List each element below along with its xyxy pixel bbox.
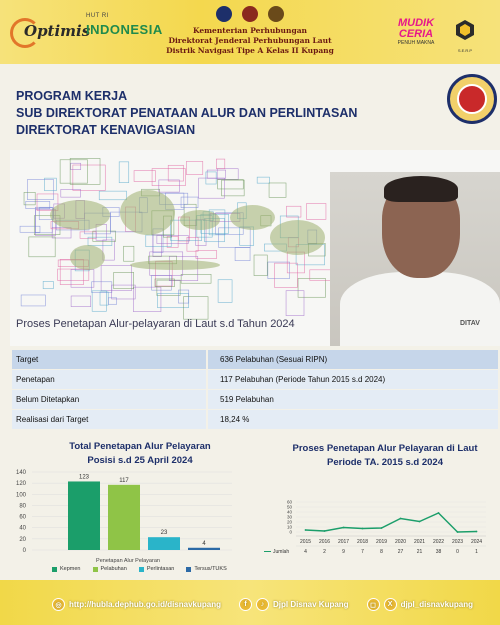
map-island: [120, 190, 175, 235]
table-row: [12, 410, 498, 429]
footer-facebook-link[interactable]: Djpl Disnav Kupang: [273, 600, 349, 609]
map-grid-box: [187, 237, 198, 251]
line-series-jumlah: [306, 513, 477, 532]
table-row: [12, 390, 498, 409]
header-line-3: Distrik Navigasi Tipe A Kelas II Kupang: [166, 46, 334, 55]
bar-value-label: 123: [78, 474, 90, 481]
bar-chart-y-tick: 80: [19, 503, 26, 510]
map-grid-box: [71, 163, 81, 169]
title-line-1: PROGRAM KERJA: [16, 89, 128, 103]
legend-swatch: [52, 567, 57, 572]
bar-chart-legend: [52, 566, 227, 572]
map-grid-box: [181, 274, 211, 283]
map-grid-box: [186, 161, 202, 174]
footer-instagram-link[interactable]: djpl_disnavkupang: [400, 600, 474, 609]
page-title: [16, 88, 357, 139]
line-point: [438, 512, 440, 514]
bar-chart-x-label: Penetapan Alur Pelayaran: [96, 558, 160, 564]
line-chart-title-line: Proses Penetapan Alur Pelayaran di Laut: [292, 443, 478, 454]
line-chart-data-value: 27: [397, 549, 404, 555]
bar-value-label: 23: [160, 530, 168, 537]
map-island: [50, 200, 110, 230]
bar-chart-y-tick: 60: [19, 514, 26, 521]
map-grid-box: [73, 165, 105, 190]
line-chart-data-value: 1: [475, 549, 478, 555]
table-cell-value: 117 Pelabuhan (Periode Tahun 2015 s.d 2024): [208, 370, 498, 389]
bar-chart-y-tick: 40: [19, 525, 26, 532]
title-line-3: DIREKTORAT KENAVIGASIAN: [16, 123, 196, 137]
line-chart-data-value: 2: [323, 549, 326, 555]
map-grid-box: [152, 275, 172, 290]
line-point: [362, 528, 364, 530]
line-chart-x-tick: 2016: [318, 539, 331, 545]
line-chart-data-value: 0: [456, 549, 459, 555]
x-icon: X: [384, 598, 397, 611]
legend-item: [52, 566, 81, 572]
presenter-video: [330, 172, 500, 346]
legend-label: Kepmen: [60, 566, 81, 572]
facebook-icon: f: [239, 598, 252, 611]
header-institution: [150, 26, 350, 56]
line-chart-y-tick: 50: [286, 504, 292, 510]
tiktok-icon: ♪: [256, 598, 269, 611]
legend-item: [186, 566, 226, 572]
map-grid-box: [275, 263, 298, 287]
title-line-2: SUB DIREKTORAT PENATAAN ALUR DAN PERLINTASAN: [16, 106, 358, 120]
bar-chart-y-tick: 20: [19, 536, 26, 543]
map-grid-box: [119, 162, 129, 183]
map-grid-box: [45, 178, 57, 191]
bar-chart-y-tick: 120: [15, 481, 26, 488]
map-grid-box: [99, 191, 126, 200]
footer-url-link[interactable]: http://hubla.dephub.go.id/disnavkupang: [69, 600, 221, 609]
map-grid-box: [43, 281, 53, 288]
optimis-logo-text: Optimis: [24, 22, 91, 40]
instagram-icon: ◻: [367, 598, 380, 611]
map-grid-box: [29, 237, 55, 257]
bar-tersus-tuks: [188, 548, 220, 550]
table-cell-value: 18,24 %: [208, 410, 498, 429]
bar-perlintasan: [148, 537, 180, 550]
table-cell-label: Belum Ditetapkan: [12, 390, 206, 409]
map-grid-box: [159, 180, 180, 192]
line-chart-x-tick: 2015: [299, 539, 312, 545]
map-grid-box: [298, 278, 325, 297]
line-chart-data-value: 21: [416, 549, 423, 555]
legend-swatch: [139, 567, 144, 572]
bar-chart-y-tick: 140: [15, 470, 26, 476]
line-point: [476, 531, 478, 533]
mudik-logo-text: MUDIK CERIA: [397, 17, 435, 40]
map-grid-box: [286, 206, 300, 217]
indonesia-logo-small: HUT RI: [86, 13, 109, 19]
table-cell-label: Realisasi dari Target: [12, 410, 206, 429]
map-grid-box: [286, 291, 304, 316]
map-grid-box: [257, 177, 269, 183]
map-island: [230, 205, 275, 230]
line-chart-x-tick: 2019: [375, 539, 388, 545]
line-chart-x-tick: 2023: [451, 539, 464, 545]
footer-contacts: [52, 598, 473, 611]
map-grid-box: [268, 262, 290, 279]
legend-label: Perlintasan: [146, 566, 175, 572]
indonesia-map-image: [10, 150, 340, 320]
line-chart-subtitle: Periode TA. 2015 s.d 2024: [327, 457, 443, 468]
map-grid-box: [92, 291, 106, 311]
line-chart-x-tick: 2020: [394, 539, 407, 545]
map-grid-box: [307, 203, 326, 219]
bar-chart-title: [40, 440, 240, 468]
presentation-panel: [10, 150, 500, 346]
table-row: [12, 370, 498, 389]
table-cell-label: Penetapan: [12, 370, 206, 389]
legend-swatch: [93, 567, 98, 572]
mudik-ceria-logo: [394, 18, 438, 48]
bar-pelabuhan: [108, 485, 140, 550]
line-chart-x-tick: 2017: [337, 539, 350, 545]
map-grid-box: [222, 180, 245, 196]
header-line-1: Kementerian Perhubungan: [192, 26, 308, 35]
line-chart-data-value: 9: [342, 549, 345, 555]
map-grid-box: [71, 296, 91, 307]
map-island: [130, 260, 220, 270]
web-icon: ◎: [52, 598, 65, 611]
line-chart-data-value: 8: [380, 549, 383, 555]
line-legend-label: Jumlah: [273, 549, 290, 555]
map-grid-box: [199, 178, 225, 198]
line-chart-y-tick: 0: [289, 529, 292, 535]
line-point: [381, 527, 383, 529]
map-grid-box: [167, 237, 178, 248]
map-island: [180, 210, 220, 230]
table-cell-value: 636 Pelabuhan (Sesuai RIPN): [208, 350, 498, 369]
footer-bar: [0, 580, 500, 625]
map-grid-box: [196, 251, 217, 259]
legend-item: [93, 566, 127, 572]
map-island: [70, 245, 105, 270]
legend-label: Pelabuhan: [100, 566, 127, 572]
line-chart-y-tick: 40: [286, 509, 292, 515]
map-grid-box: [269, 183, 286, 197]
map-grid-box: [152, 169, 185, 186]
map-grid-box: [216, 159, 224, 169]
line-point: [305, 529, 307, 531]
indonesia-logo-text: INDONESIA: [86, 22, 163, 37]
line-chart-data-value: 38: [435, 549, 442, 555]
summary-table: [12, 350, 498, 430]
line-chart: [262, 496, 498, 560]
kenavigasian-badge-logo: [447, 74, 497, 124]
map-grid-box: [254, 255, 267, 276]
legend-swatch: [186, 567, 191, 572]
line-chart-data-value: 4: [304, 549, 307, 555]
bar-value-label: 117: [119, 477, 129, 484]
bar-chart-subtitle: Posisi s.d 25 April 2024: [87, 455, 193, 466]
map-grid-box: [235, 247, 250, 260]
map-grid-box: [114, 272, 134, 288]
bar-chart: [4, 466, 240, 566]
line-chart-x-tick: 2021: [413, 539, 426, 545]
bee-logo: [452, 18, 478, 53]
table-cell-value: 519 Pelabuhan: [208, 390, 498, 409]
ministry-emblem-icon: [216, 6, 232, 22]
line-chart-y-tick: 30: [286, 514, 292, 520]
map-grid-box: [101, 265, 131, 290]
line-point: [419, 521, 421, 523]
line-point: [457, 531, 459, 533]
header-line-2: Direktorat Jenderal Perhubungan Laut: [168, 36, 332, 45]
optimis-logo: [10, 18, 91, 48]
legend-label: Tersus/TUKS: [194, 566, 227, 572]
map-island: [270, 220, 325, 255]
line-chart-y-tick: 10: [286, 524, 292, 530]
map-grid-box: [27, 180, 53, 200]
line-chart-y-tick: 20: [286, 519, 292, 525]
bar-chart-y-tick: 0: [22, 548, 26, 554]
line-point: [324, 530, 326, 532]
bar-value-label: 4: [202, 540, 206, 547]
line-chart-data-value: 7: [361, 549, 364, 555]
disnav-emblem-icon: [268, 6, 284, 22]
bee-logo-text: S.E.R.P: [457, 48, 473, 53]
map-grid-box: [35, 207, 52, 233]
map-grid-box: [168, 165, 183, 181]
map-grid-box: [218, 280, 232, 303]
bar-kepmen: [68, 481, 100, 550]
table-row: [12, 350, 498, 369]
mudik-logo-sub: PENUH MAKNA: [397, 40, 435, 46]
line-chart-title: [280, 442, 490, 470]
map-grid-box: [219, 228, 251, 248]
line-chart-x-tick: 2018: [356, 539, 369, 545]
legend-item: [139, 566, 175, 572]
map-grid-box: [100, 292, 108, 305]
table-cell-label: Target: [12, 350, 206, 369]
panel-caption: Proses Penetapan Alur-pelayaran di Laut s.d Tahun 2024: [16, 318, 295, 330]
bar-chart-title-line: Total Penetapan Alur Pelayaran: [69, 441, 211, 452]
line-point: [343, 527, 345, 529]
presenter-name-tag: DITAV: [460, 320, 480, 327]
line-point: [400, 518, 402, 520]
line-chart-x-tick: 2024: [470, 539, 483, 545]
header-bar: [0, 0, 500, 64]
map-grid-box: [124, 246, 134, 261]
map-grid-box: [21, 295, 45, 306]
hubla-emblem-icon: [242, 6, 258, 22]
line-chart-x-tick: 2022: [432, 539, 445, 545]
map-grid-box: [70, 158, 100, 184]
bar-chart-y-tick: 100: [15, 492, 26, 499]
map-grid-box: [20, 226, 40, 232]
line-chart-y-tick: 60: [286, 499, 292, 505]
